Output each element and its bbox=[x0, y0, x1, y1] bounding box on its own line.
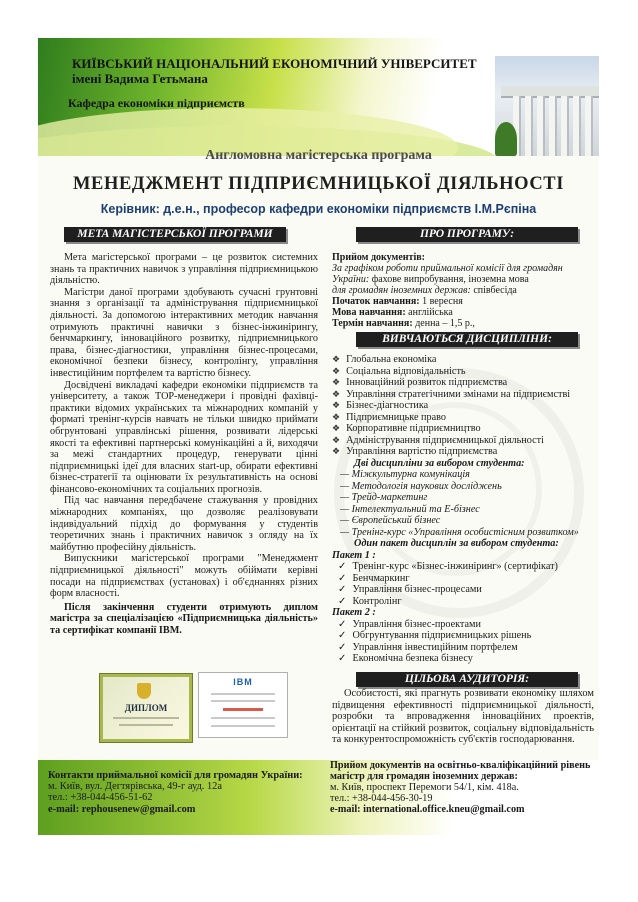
list-item: ❖ Управління вартістю підприємства bbox=[332, 446, 594, 458]
flyer-page bbox=[38, 38, 599, 835]
list-item: ✓ Економічна безпека бізнесу bbox=[332, 653, 594, 665]
about-program: Прийом документів: За графіком роботи приймальної комісії для громадян України: фахове випробування, іноземна мова для громадян іноземних держав: співбесіда Початок навчання: 1 вересня Мова навчання: англійська Термін навчання: денна – 1,5 р., bbox=[332, 252, 592, 329]
package2-label: Пакет 2 : bbox=[332, 607, 376, 618]
list-item: ✓ Тренінг-курс «Бізнес-інжиніринг» (сертифікат) bbox=[332, 561, 594, 573]
list-item: — Інтелектуальний та Е-бізнес bbox=[332, 504, 594, 516]
ua-contacts-heading: Контакти приймальної комісії для громадян України: bbox=[48, 770, 303, 781]
list-item: ❖ Корпоративне підприємництво bbox=[332, 423, 594, 435]
list-item: ❖ Бізнес-діагностика bbox=[332, 400, 594, 412]
audience-heading: ЦІЛЬОВА АУДИТОРІЯ: bbox=[356, 672, 578, 687]
list-item: — Європейський бізнес bbox=[332, 515, 594, 527]
goal-paragraph: Мета магістерської програми – це розвиток системних знань та практичних навичок з управління підприємницькою діяльністю. bbox=[50, 252, 318, 287]
coat-of-arms-icon bbox=[137, 683, 151, 699]
ibm-certificate-image bbox=[198, 672, 288, 738]
goal-text bbox=[50, 252, 318, 637]
program-leader: Керівник: д.е.н., професор кафедри економіки підприємств І.М.Рєпіна bbox=[100, 202, 537, 216]
university-name: КИЇВСЬКИЙ НАЦІОНАЛЬНИЙ ЕКОНОМІЧНИЙ УНІВЕРСИТЕТ імені Вадима Гетьмана bbox=[72, 56, 477, 86]
list-item: — Тренінг-курс «Управління особистісним розвитком» bbox=[332, 527, 594, 539]
intl-email[interactable]: international.office.kneu@gmail.com bbox=[363, 804, 525, 815]
list-item: ✓ Обгрунтування підприємницьких рішень bbox=[332, 630, 594, 642]
intl-contacts-heading: Прийом документів на освітньо-кваліфікаційний рівень магістр для громадян іноземних держав: bbox=[330, 760, 591, 782]
intl-address: м. Київ, проспект Перемоги 54/1, кім. 418а. bbox=[330, 782, 519, 793]
disciplines-list bbox=[332, 354, 594, 665]
package1-label: Пакет 1 : bbox=[332, 549, 376, 561]
list-item: ❖ Глобальна економіка bbox=[332, 354, 594, 366]
audience-text: Особистості, які прагнуть розвивати економіку шляхом підвищення ефективності підприємницької діяльності, розробки та впровадження інноваційних проектів, орієнтації на стійкий розвиток, соціальну відповідальність та конкурентоспроможність суб'єктів господарювання. bbox=[332, 688, 594, 746]
list-item: ✓ Бенчмаркинг bbox=[332, 573, 594, 585]
ukraine-contacts: Контакти приймальної комісії для громадян України: м. Київ, вул. Дегтярівська, 49-г ауд. 12а тел.: +38-044-456-51-62 e-mail: rephousenew@gmail.com bbox=[48, 770, 308, 815]
goal-heading: МЕТА МАГІСТЕРСЬКОЇ ПРОГРАМИ bbox=[64, 227, 286, 242]
list-item: ❖ Управління стратегічними змінами на підприємстві bbox=[332, 389, 594, 401]
ua-address: м. Київ, вул. Дегтярівська, 49-г ауд. 12а bbox=[48, 781, 222, 793]
list-item: — Методологія наукових досліджень bbox=[332, 481, 594, 493]
package-heading: Один пакет дисциплін за вибором студента: bbox=[354, 538, 559, 549]
list-item: — Міжкультурна комунікація bbox=[332, 469, 594, 481]
ua-phone: тел.: +38-044-456-51-62 bbox=[48, 792, 153, 804]
goal-paragraph: Під час навчання передбачене стажування у провідних міжнародних компаніях, що дозволяє реалізовувати індивідуальний підхід до формування у студентів теоретичних знань і практичних навичок з огляду на їх майбутню професійну діяльність. bbox=[50, 495, 318, 553]
university-building-photo bbox=[495, 56, 599, 156]
department-name: Кафедра економіки підприємств bbox=[68, 96, 245, 110]
list-item: ✓ Управління інвестиційним портфелем bbox=[332, 642, 594, 654]
international-contacts: Прийом документів на освітньо-кваліфікаційний рівень магістр для громадян іноземних держав: м. Київ, проспект Перемоги 54/1, кім. 418а. тел.: +38-044-456-30-19 e-mail: international.office.kneu@gmail.com bbox=[330, 760, 591, 815]
list-item: — Трейд-маркетинг bbox=[332, 492, 594, 504]
goal-closing: Після закінчення студенти отримують диплом магістра за спеціалізацією «Підприємницька діяльність» та сертифікат компанії IBM. bbox=[50, 601, 318, 636]
about-heading: ПРО ПРОГРАМУ: bbox=[356, 227, 578, 242]
list-item: ✓ Контролінг bbox=[332, 596, 594, 608]
goal-paragraph: Випускники магістерської програми "Менеджмент підприємницької діяльності" можуть обіймати керівні посади на підприємствах (установах) і об'єднаннях різних форм власності. bbox=[50, 553, 318, 600]
list-item: ❖ Соціальна відповідальність bbox=[332, 366, 594, 378]
program-subtitle: Англомовна магістерська програма bbox=[205, 148, 432, 163]
header-banner bbox=[38, 38, 599, 156]
list-item: ✓ Управління бізнес-процесами bbox=[332, 584, 594, 596]
list-item: ❖ Підприємницьке право bbox=[332, 412, 594, 424]
ua-email[interactable]: rephousenew@gmail.com bbox=[81, 803, 196, 815]
goal-paragraph: Досвідчені викладачі кафедри економіки підприємств та університету, а також ТОР-менеджери і провідні фахівці-практики відомих українських та міжнародних компаній у форматі тренінг-курсів навчать не тільки швидко приймати обгрунтовані управлінські рішення, розвивати лідерські якості та ефективні партнерські комунікаційні а й, виходячи за межі стандартних процедур, генерувати цінні підприємницькі ідеї для власних start-up, обирати ефективні бізнес-стратегії та оцінювати їх результативність на основі фінансово-економічних та соціальних прогнозів. bbox=[50, 379, 318, 495]
master-diploma-image: ДИПЛОМ bbox=[100, 674, 192, 742]
intl-phone: тел.: +38-044-456-30-19 bbox=[330, 793, 433, 804]
elective-heading: Дві дисципліни за вибором студента: bbox=[354, 457, 525, 469]
list-item: ❖ Інноваційний розвиток підприємства bbox=[332, 377, 594, 389]
list-item: ❖ Адміністрування підприємницької діяльності bbox=[332, 435, 594, 447]
ibm-logo: IBM bbox=[233, 677, 253, 687]
list-item: ✓ Управління бізнес-проектами bbox=[332, 619, 594, 631]
disciplines-heading: ВИВЧАЮТЬСЯ ДИСЦИПЛІНИ: bbox=[356, 332, 578, 347]
program-title: МЕНЕДЖМЕНТ ПІДПРИЄМНИЦЬКОЇ ДІЯЛЬНОСТІ bbox=[72, 174, 565, 194]
goal-paragraph: Магістри даної програми здобувають сучасні грунтовні знання з організації та адміністрування підприємницької діяльності. За допомогою інтерактивних методик навчання отримують практичні навички з бізнес-інжинірингу, бенчмаркингу, інноваційного розвитку, підприємницького права, бізнес-діагностики, управління бізнес-процесами, економічної безпеки бізнесу, контролінгу, управління інвестиційним портфелем та вартістю бізнесу. bbox=[50, 286, 318, 379]
docs-label: Прийом документів: bbox=[332, 252, 425, 263]
